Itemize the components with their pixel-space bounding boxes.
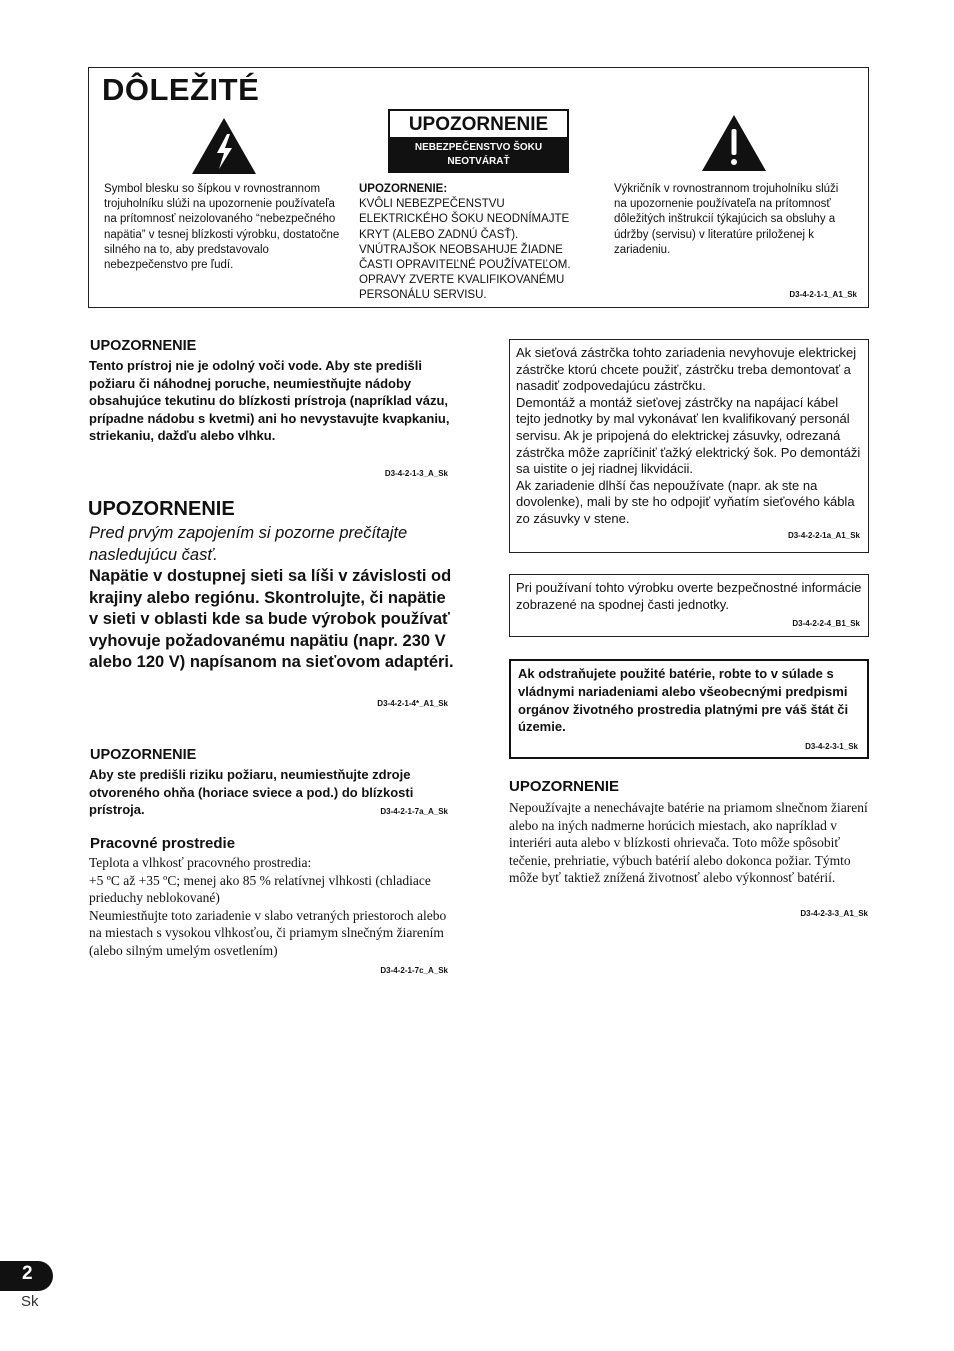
fire-warning-text: Aby ste predišli riziku požiaru, neumiestňujte zdroje otvoreného ohňa (horiace sviece a pod.) do blízkosti prístroja. bbox=[89, 767, 414, 818]
battery-disposal-text: Ak odstraňujete použité batérie, robte to v súlade s vládnymi nariadeniami alebo všeobecnými predpismi orgánov životného prostredia platnými pre váš štát či územie. bbox=[518, 666, 849, 735]
water-warning-text: Tento prístroj nie je odolný voči vode. Aby ste predišli požiaru či náhodnej poruche, neumiestňujte nádoby obsahujúce tekutinu do blízkosti prístroja (napríklad vázu, prípadne nádobu s kvetmi) ani ho nevystavujte kvapkaniu, striekaniu, dažďu alebo vlhku. bbox=[89, 358, 450, 444]
environment-line: +5 ºC až +35 ºC; menej ako 85 % relatívnej vlhkosti (chladiace prieduchy neblokované) bbox=[89, 872, 431, 906]
environment-line: Neumiestňujte toto zariadenie v slabo vetraných priestoroch alebo na miestach s vysokou vlhkosťou, či priamym slnečným žiarením (alebo silným umelým osvetlením) bbox=[89, 907, 447, 958]
caution-badge bbox=[388, 109, 569, 173]
section-heading: UPOZORNENIE bbox=[509, 778, 620, 795]
plug-info-paragraph: Ak zariadenie dlhší čas nepoužívate (napr. ak ste na dovolenke), mali by ste ho odpojiť vyňatím sieťového kábla zo zásuvky v stene. bbox=[516, 477, 855, 526]
page-title: DÔLEŽITÉ bbox=[102, 72, 260, 107]
reference-code: D3-4-2-2-4_B1_Sk bbox=[792, 619, 860, 628]
badge-title: UPOZORNENIE bbox=[390, 111, 567, 137]
reference-code: D3-4-2-3-1_Sk bbox=[805, 742, 858, 751]
environment-line: Teplota a vlhkosť pracovného prostredia: bbox=[89, 855, 312, 870]
section-heading: Pracovné prostredie bbox=[90, 835, 236, 852]
section-heading: UPOZORNENIE bbox=[90, 338, 197, 354]
plug-info-text bbox=[516, 345, 866, 528]
reference-code: D3-4-2-2-1a_A1_Sk bbox=[787, 531, 860, 540]
plug-info-paragraph: Demontáž a montáž sieťovej zástrčky na napájací kábel tejto jednotky by mal vykonávať len kvalifikovaný personál servisu. Ak je pripojená do elektrickej zásuvky, odrezaná zástrčka môže zapríčiniť ťažký elektrický šok. Po demontáži sa uistite o jej riadnej likvidácii. bbox=[516, 394, 861, 477]
environment-text bbox=[89, 854, 459, 960]
read-before-text: Pred prvým zapojením si pozorne prečítajte nasledujúcu časť. bbox=[89, 524, 408, 564]
reference-code: D3-4-2-1-1_A1_Sk bbox=[789, 290, 857, 299]
reference-code: D3-4-2-1-7c_A_Sk bbox=[380, 966, 448, 975]
reference-code: D3-4-2-1-3_A_Sk bbox=[384, 469, 448, 478]
section-heading: UPOZORNENIE bbox=[90, 747, 197, 763]
reference-code: D3-4-2-3-3_A1_Sk bbox=[800, 909, 868, 918]
voltage-warning-text: Napätie v dostupnej sieti sa líši v závislosti od krajiny alebo regiónu. Skontrolujte, či napätie v sieti v oblasti kde sa bude výrobok používať vyhovuje požadovanému napätiu (napr. 230 V alebo 120 V) napísanom na sieťovom adaptéri. bbox=[89, 567, 454, 671]
badge-subtitle: NEBEZPEČENSTVO ŠOKU NEOTVÁRAŤ bbox=[390, 137, 567, 173]
safety-info-text: Pri používaní tohto výrobku overte bezpečnostné informácie zobrazené na spodnej časti jednotky. bbox=[516, 580, 862, 612]
plug-info-paragraph: Ak sieťová zástrčka tohto zariadenia nevyhovuje elektrickej zástrčke ktorú chcete použiť, zástrčku treba demontovať a nasadiť zodpovedajúcu zástrčku. bbox=[516, 345, 857, 394]
caution-text bbox=[359, 182, 595, 304]
reference-code: D3-4-2-1-4*_A1_Sk bbox=[377, 699, 448, 708]
lightning-symbol-description: Symbol blesku so šípkou v rovnostrannom trojuholníku slúži na upozornenie používateľa na prítomnosť neizolovaného “nebezpečného napätia” v tesnej blízkosti výrobku, dostatočne silného na to, aby predstavovalo nebezpečenstvo pre ľudí. bbox=[104, 183, 340, 272]
lightning-warning-icon bbox=[190, 116, 258, 176]
reference-code: D3-4-2-1-7a_A_Sk bbox=[380, 807, 448, 816]
battery-warning-text: Nepoužívajte a nenechávajte batérie na priamom slnečnom žiarení alebo na iných nadmerne horúcich miestach, ako napríklad v interiéri auta alebo v blízkosti ohrievača. Toto môže spôsobiť tečenie, prehriatie, výbuch batérií alebo dokonca požiar. Týmto môže byť taktiež znížená životnosť alebo výkonnosť batérií. bbox=[509, 800, 868, 886]
section-heading: UPOZORNENIE bbox=[88, 498, 235, 520]
page-number: 2 bbox=[22, 1263, 33, 1284]
caution-label: UPOZORNENIE: bbox=[359, 183, 448, 195]
exclamation-symbol-description: Výkričník v rovnostrannom trojuholníku slúži na upozornenie používateľa na prítomnosť dôležitých inštrukcií týkajúcich sa obsluhy a údržby (servisu) v literatúre priloženej k zariadeniu. bbox=[614, 183, 839, 256]
page-language: Sk bbox=[21, 1293, 39, 1310]
exclamation-warning-icon bbox=[700, 113, 768, 173]
caution-body: KVÔLI NEBEZPEČENSTVU ELEKTRICKÉHO ŠOKU NEODNÍMAJTE KRYT (ALEBO ZADNÚ ČASŤ). VNÚTRAJŠOK NEOBSAHUJE ŽIADNE ČASTI OPRAVITEĽNÉ POUŽÍVATEĽOM. OPRAVY ZVERTE KVALIFIKOVANÉMU PERSONÁLU SERVISU. bbox=[359, 198, 571, 302]
